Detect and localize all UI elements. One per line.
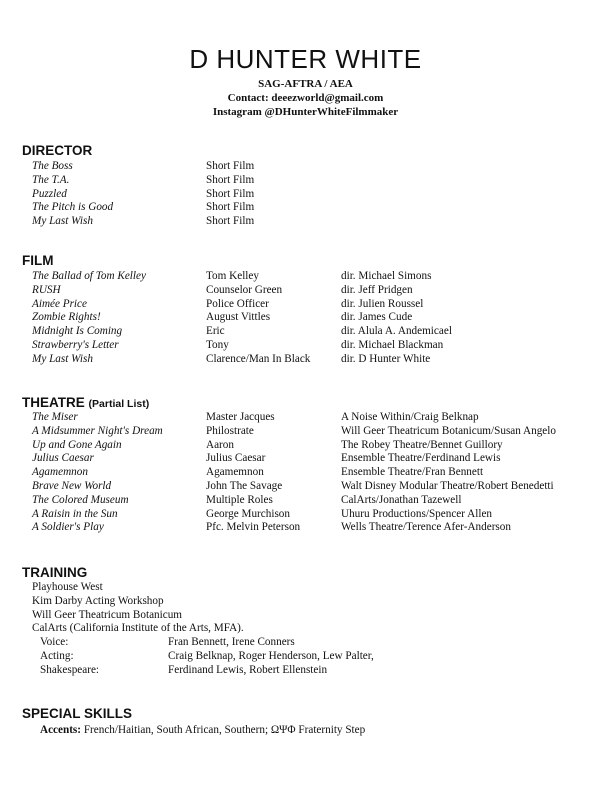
film-row: [0, 353, 611, 367]
theatre-row: [0, 411, 611, 425]
theatre-row: [0, 494, 611, 508]
director-row: [0, 215, 611, 229]
instagram-line: Instagram @DHunterWhiteFilmmaker: [212, 106, 399, 118]
play-company: CalArts/Jonathan Tazewell: [341, 493, 462, 506]
training-school: Kim Darby Acting Workshop: [32, 595, 164, 607]
training-detail-value: Ferdinand Lewis, Robert Ellenstein: [168, 664, 328, 676]
director-list: [0, 160, 611, 229]
film-row: [0, 298, 611, 312]
accents-label: Accents:: [40, 724, 82, 736]
film-role: Police Officer: [206, 297, 269, 310]
film-director: dir. Michael Blackman: [341, 338, 444, 351]
director-row: [0, 160, 611, 174]
play-role: Master Jacques: [206, 411, 275, 423]
director-heading: DIRECTOR: [22, 143, 93, 158]
film-role: Counselor Green: [206, 283, 283, 296]
film-director: dir. Alula A. Andemicael: [341, 325, 452, 338]
play-role: George Murchison: [206, 507, 290, 520]
project-title: The Boss: [32, 160, 73, 172]
theatre-list: [0, 411, 611, 535]
play-role: Julius Caesar: [206, 452, 266, 465]
contact-line: Contact: deeezworld@gmail.com: [227, 92, 384, 104]
training-school: Playhouse West: [32, 581, 103, 593]
play-title: Julius Caesar: [32, 452, 94, 465]
play-role: Aaron: [206, 438, 234, 451]
project-type: Short Film: [206, 201, 255, 214]
director-row: [0, 201, 611, 215]
director-row: [0, 188, 611, 202]
play-role: Multiple Roles: [206, 493, 273, 506]
play-title: Agamemnon: [32, 466, 88, 479]
training-school: Will Geer Theatricum Botanicum: [32, 609, 183, 621]
project-type: Short Film: [206, 187, 255, 200]
training-detail-value: Craig Belknap, Roger Henderson, Lew Palter,: [168, 650, 374, 662]
theatre-heading: [22, 395, 149, 412]
play-company: Walt Disney Modular Theatre/Robert Benedetti: [341, 479, 554, 492]
film-role: Eric: [206, 325, 225, 338]
theatre-heading-label: THEATRE: [22, 395, 85, 410]
play-company: Will Geer Theatricum Botanicum/Susan Angelo: [341, 424, 556, 437]
training-detail-label: Acting:: [40, 650, 74, 662]
play-company: Ensemble Theatre/Fran Bennett: [341, 466, 484, 479]
play-title: Brave New World: [32, 479, 112, 492]
theatre-row: [0, 425, 611, 439]
film-heading: FILM: [22, 253, 54, 268]
play-company: A Noise Within/Craig Belknap: [341, 411, 479, 423]
film-row: [0, 339, 611, 353]
film-title: My Last Wish: [32, 352, 93, 365]
play-title: A Raisin in the Sun: [32, 507, 118, 520]
play-role: Agamemnon: [206, 466, 264, 479]
film-role: August Vittles: [206, 311, 271, 324]
film-director: dir. Julien Roussel: [341, 297, 424, 310]
film-title: Aimée Price: [32, 297, 87, 310]
theatre-row: [0, 452, 611, 466]
film-director: dir. Michael Simons: [341, 270, 432, 282]
film-title: Zombie Rights!: [32, 311, 101, 324]
training-detail-label: Shakespeare:: [40, 664, 100, 676]
film-row: [0, 311, 611, 325]
project-title: The T.A.: [32, 173, 70, 186]
training-detail-label: Voice:: [40, 636, 69, 648]
film-director: dir. D Hunter White: [341, 352, 431, 365]
skills-heading: SPECIAL SKILLS: [22, 706, 133, 721]
film-title: Midnight Is Coming: [32, 325, 123, 338]
film-title: The Ballad of Tom Kelley: [32, 270, 146, 282]
accents-line: [40, 724, 365, 738]
film-list: [0, 270, 611, 367]
play-title: The Miser: [32, 411, 78, 423]
training-school: CalArts (California Institute of the Arts, MFA).: [32, 622, 244, 634]
film-director: dir. Jeff Pridgen: [341, 283, 413, 296]
training-detail-value: Fran Bennett, Irene Conners: [168, 636, 295, 648]
theatre-row: [0, 466, 611, 480]
theatre-row: [0, 521, 611, 535]
union-line: SAG-AFTRA / AEA: [258, 78, 353, 90]
play-title: A Soldier's Play: [32, 521, 104, 534]
play-title: A Midsummer Night's Dream: [32, 424, 163, 437]
play-company: Ensemble Theatre/Ferdinand Lewis: [341, 452, 501, 465]
project-title: The Pitch is Good: [32, 201, 114, 214]
project-title: Puzzled: [32, 187, 67, 200]
play-role: Philostrate: [206, 424, 254, 437]
film-role: Tom Kelley: [206, 270, 259, 282]
project-title: My Last Wish: [32, 215, 93, 228]
theatre-row: [0, 439, 611, 453]
project-type: Short Film: [206, 173, 255, 186]
theatre-row: [0, 480, 611, 494]
play-role: Pfc. Melvin Peterson: [206, 521, 301, 534]
film-director: dir. James Cude: [341, 311, 413, 324]
film-row: [0, 284, 611, 298]
film-row: [0, 325, 611, 339]
play-title: The Colored Museum: [32, 493, 129, 506]
play-title: Up and Gone Again: [32, 438, 122, 451]
director-row: [0, 174, 611, 188]
play-company: The Robey Theatre/Bennet Guillory: [341, 438, 503, 451]
film-role: Clarence/Man In Black: [206, 352, 311, 365]
play-company: Uhuru Productions/Spencer Allen: [341, 507, 493, 520]
film-title: Strawberry's Letter: [32, 338, 119, 351]
play-role: John The Savage: [206, 479, 283, 492]
actor-name: D HUNTER WHITE: [189, 44, 422, 74]
accents-value: French/Haitian, South African, Southern; ΩΨΦ Fraternity Step: [81, 724, 366, 736]
play-company: Wells Theatre/Terence Afer-Anderson: [341, 521, 511, 534]
theatre-row: [0, 508, 611, 522]
film-row: [0, 270, 611, 284]
training-heading: TRAINING: [22, 565, 88, 580]
project-type: Short Film: [206, 160, 255, 172]
film-title: RUSH: [32, 283, 61, 296]
theatre-heading-note: (Partial List): [88, 398, 150, 410]
film-role: Tony: [206, 338, 229, 351]
project-type: Short Film: [206, 215, 255, 228]
